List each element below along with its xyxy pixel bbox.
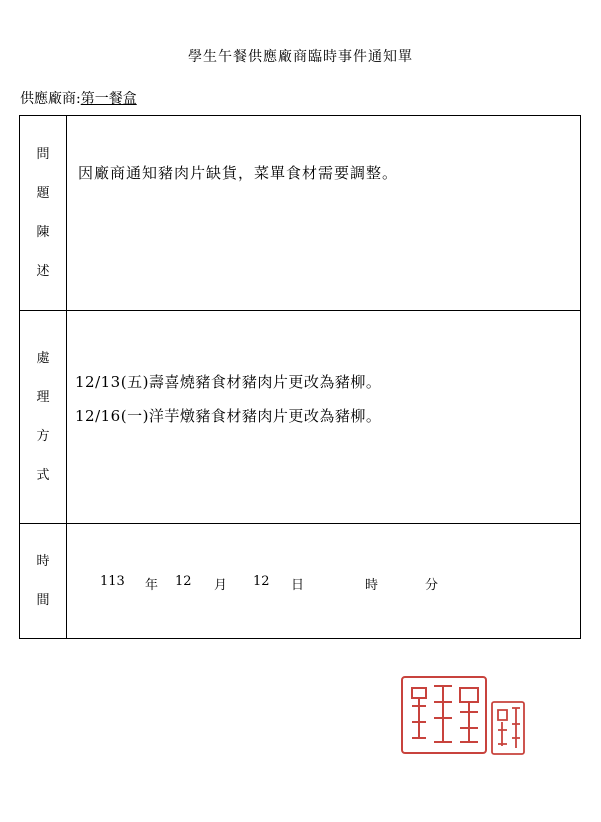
problem-content bbox=[67, 116, 581, 311]
problem-label-char: 題 bbox=[36, 186, 50, 201]
problem-label-char: 述 bbox=[36, 264, 50, 279]
time-label bbox=[20, 524, 67, 639]
time-hour-unit: 時 bbox=[365, 578, 379, 593]
time-row bbox=[20, 524, 581, 639]
vendor-label: 供應廠商: bbox=[20, 91, 81, 107]
handling-content bbox=[67, 311, 581, 524]
vendor-seal bbox=[402, 677, 486, 753]
handling-label-char: 處 bbox=[36, 351, 50, 366]
representative-seal bbox=[492, 702, 524, 754]
time-minute-unit: 分 bbox=[425, 578, 439, 593]
seal-stamps bbox=[400, 672, 528, 758]
time-day: 12 bbox=[253, 574, 270, 589]
notice-table bbox=[19, 115, 581, 639]
time-month-unit: 月 bbox=[214, 578, 228, 593]
time-content bbox=[67, 524, 581, 639]
handling-label-char: 理 bbox=[36, 390, 50, 405]
problem-label-char: 問 bbox=[36, 147, 50, 162]
vendor-name: 第一餐盒 bbox=[80, 91, 137, 107]
document-title: 學生午餐供應廠商臨時事件通知單 bbox=[188, 49, 413, 65]
handling-line: 12/13(五)壽喜燒豬食材豬肉片更改為豬柳。 bbox=[75, 373, 382, 391]
problem-text: 因廠商通知豬肉片缺貨，菜單食材需要調整。 bbox=[78, 164, 399, 182]
time-label-char: 間 bbox=[36, 593, 50, 608]
representative-seal-glyphs bbox=[498, 708, 520, 748]
vendor-seal-glyphs bbox=[412, 686, 478, 742]
handling-label-char: 方 bbox=[36, 429, 50, 444]
time-year-unit: 年 bbox=[145, 578, 159, 593]
problem-label bbox=[20, 116, 67, 311]
vendor-line bbox=[20, 88, 137, 108]
handling-line: 12/16(一)洋芋燉豬食材豬肉片更改為豬柳。 bbox=[75, 407, 382, 425]
time-day-unit: 日 bbox=[291, 578, 305, 593]
time-label-char: 時 bbox=[36, 554, 50, 569]
problem-label-char: 陳 bbox=[36, 225, 50, 240]
handling-label bbox=[20, 311, 67, 524]
handling-label-char: 式 bbox=[36, 468, 50, 483]
time-month: 12 bbox=[175, 574, 192, 589]
representative-seal-border bbox=[492, 702, 524, 754]
handling-row bbox=[20, 311, 581, 524]
problem-row bbox=[20, 116, 581, 311]
time-year: 113 bbox=[100, 574, 125, 589]
